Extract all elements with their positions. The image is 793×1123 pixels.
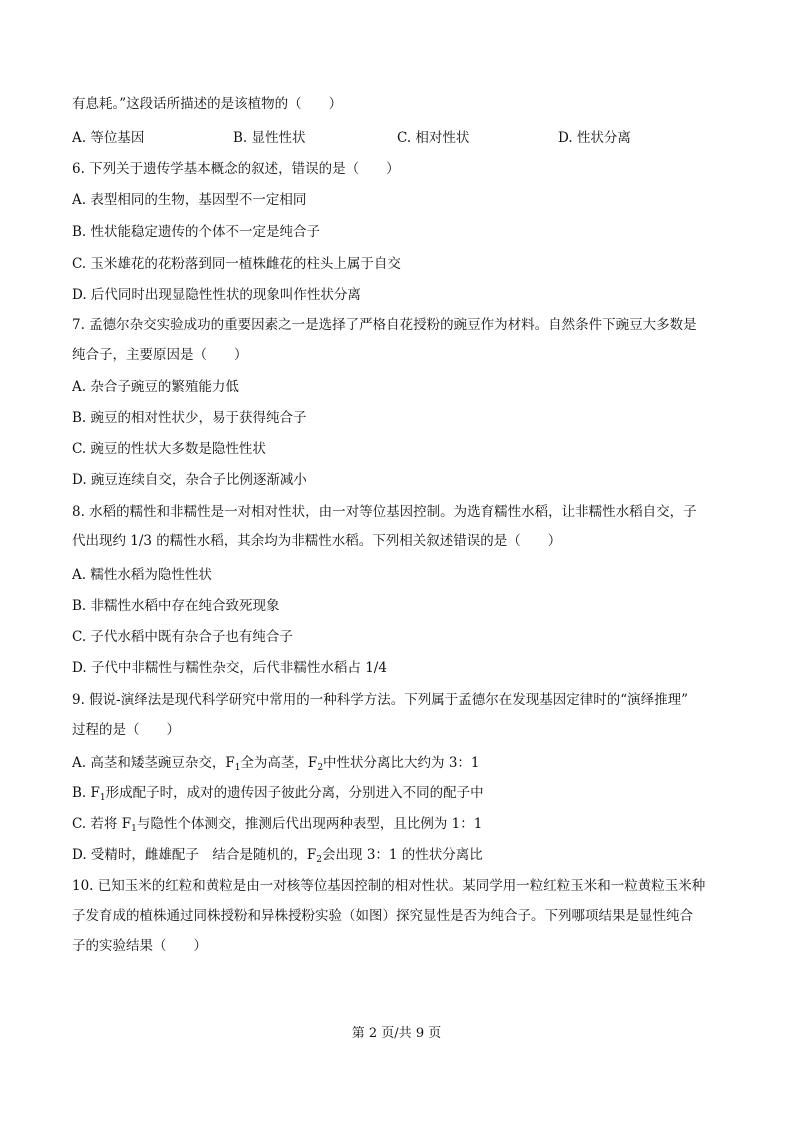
q7-option-a: A. 杂合子豌豆的繁殖能力低 [72,379,239,395]
q9-option-b [72,784,484,802]
q6-option-d: D. 后代同时出现显隐性性状的现象叫作性状分离 [72,287,361,303]
q5-option-c: C. 相对性状 [397,130,470,146]
q8-option-a: A. 糯性水稻为隐性性状 [72,567,212,583]
q6-option-b: B. 性状能稳定遗传的个体不一定是纯合子 [72,224,321,240]
q9-option-b-post: 形成配子时，成对的遗传因子彼此分离，分别进入不同的配子中 [105,785,484,801]
q9-option-a-pre: A. 高茎和矮茎豌豆杂交，F [72,755,235,771]
q8-option-d: D. 子代中非糯性与糯性杂交，后代非糯性水稻占 1/4 [72,660,387,676]
q7-option-b: B. 豌豆的相对性状少，易于获得纯合子 [72,410,307,426]
q9-option-c-sub: 1 [131,824,137,834]
q9-option-d-post: 会出现 3：1 的性状分离比 [322,847,483,863]
page-number-footer: 第 2 页/共 9 页 [351,1026,442,1041]
q7-stem-line2: 纯合子，主要原因是（ ） [72,347,248,363]
q7-option-c: C. 豌豆的性状大多数是隐性性状 [72,441,266,457]
q6-option-a: A. 表型相同的生物，基因型不一定相同 [72,192,307,208]
q9-option-b-pre: B. F [72,785,100,801]
q10-stem-line3: 子的实验结果（ ） [72,938,207,954]
q9-option-d-pre: D. 受精时，雌雄配子 结合是随机的，F [72,847,317,863]
q9-option-a [72,754,480,772]
q8-stem-line1: 8. 水稻的糯性和非糯性是一对相对性状，由一对等位基因控制。为选育糯性水稻，让非糯性水稻自交，子 [72,504,697,520]
q9-option-c-post: 与隐性个体测交，推测后代出现两种表型，且比例为 1：1 [136,816,483,832]
q7-stem-line1: 7. 孟德尔杂交实验成功的重要因素之一是选择了严格自花授粉的豌豆作为材料。自然条件下豌豆大多数是 [72,317,697,333]
q8-option-b: B. 非糯性水稻中存在纯合致死现象 [72,598,280,614]
q5-option-a: A. 等位基因 [72,130,145,146]
q9-option-a-mid: 全为高茎，F [240,755,318,771]
q5-option-d: D. 性状分离 [558,130,631,146]
q5-stem-tail: 有息耗。”这段话所描述的是该植物的（ ） [72,96,343,112]
q9-option-a-sub2: 2 [317,763,324,773]
q9-option-b-sub: 1 [99,793,106,803]
q8-stem-line2: 代出现约 1/3 的糯性水稻，其余均为非糯性水稻。下列相关叙述错误的是（ ） [72,533,562,549]
q9-option-c-pre: C. 若将 F [72,816,132,832]
q5-option-b: B. 显性性状 [233,130,306,146]
q8-option-c: C. 子代水稻中既有杂合子也有纯合子 [72,629,293,645]
q9-stem-line2: 过程的是（ ） [72,722,180,738]
q5-options [72,129,732,147]
q10-stem-line2: 子发育成的植株通过同株授粉和异株授粉实验（如图）探究显性是否为纯合子。下列哪项结果是显性纯合 [72,908,693,924]
q9-option-c [72,815,482,833]
q6-option-c: C. 玉米雄花的花粉落到同一植株雌花的柱头上属于自交 [72,256,401,272]
q9-option-a-post: 中性状分离比大约为 3：1 [323,755,480,771]
q6-stem: 6. 下列关于遗传学基本概念的叙述，错误的是（ ） [72,161,400,177]
q7-option-d: D. 豌豆连续自交，杂合子比例逐渐减小 [72,472,307,488]
q9-stem-line1: 9. 假说-演绎法是现代科学研究中常用的一种科学方法。下列属于孟德尔在发现基因定律时的“演绎推理” [72,692,689,708]
q9-option-a-sub1: 1 [234,763,241,773]
q9-option-d-sub: 2 [316,855,323,865]
q10-stem-line1: 10. 已知玉米的红粒和黄粒是由一对核等位基因控制的相对性状。某同学用一粒红粒玉米和一粒黄粒玉米种 [72,878,706,894]
q9-option-d [72,846,483,864]
